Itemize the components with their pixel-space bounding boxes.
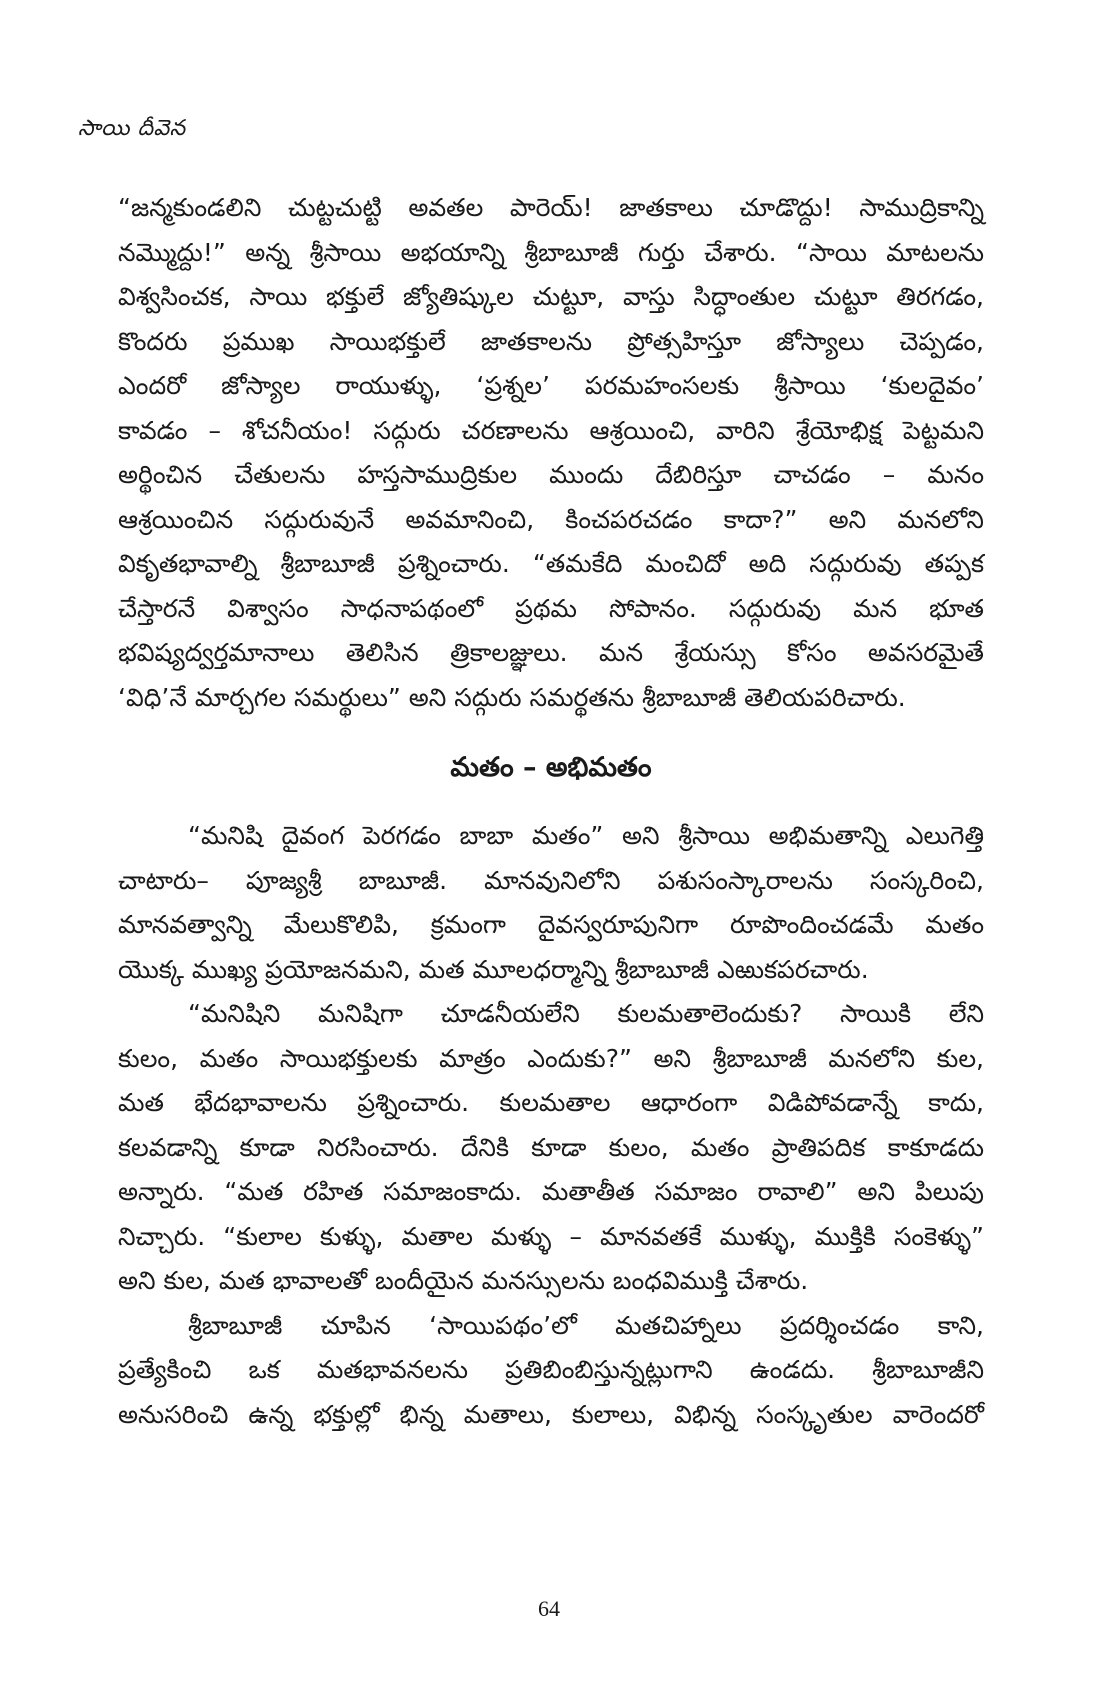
text-line: కులం, మతం సాయిభక్తులకు మాత్రం ఎందుకు?” అని శ్రీబాబూజీ మనలోని కుల, bbox=[118, 1043, 984, 1073]
text-line: శ్రీబాబూజీ చూపిన ‘సాయిపథం’లో మతచిహ్నాలు ప్రదర్శించడం కాని, bbox=[188, 1310, 984, 1340]
text-line: ఎందరో జోస్యాల రాయుళ్ళు, ‘ప్రశ్నల’ పరమహంసలకు శ్రీసాయి ‘కులదైవం’ bbox=[118, 371, 984, 400]
text-line: “మనిషి దైవంగ పెరగడం బాబా మతం” అని శ్రీసాయి అభిమతాన్ని ఎలుగెత్తి bbox=[188, 821, 984, 850]
text-line: విశ్వసించక, సాయి భక్తులే జ్యోతిష్కుల చుట్టూ, వాస్తు సిద్ధాంతుల చుట్టూ తిరగడం, bbox=[118, 282, 984, 311]
text-line: చాటారు– పూజ్యశ్రీ బాబూజీ. మానవునిలోని పశుసంస్కారాలను సంస్కరించి, bbox=[118, 865, 984, 895]
text-line: అని కుల, మత భావాలతో బందీయైన మనస్సులను బంధవిముక్తి చేశారు. bbox=[118, 1266, 809, 1295]
paragraph-2 bbox=[118, 814, 984, 992]
text-line: ప్రత్యేకించి ఒక మతభావనలను ప్రతిబింబిస్తున్నట్లుగాని ఉండదు. శ్రీబాబూజీని bbox=[118, 1355, 984, 1384]
text-line: అనుసరించి ఉన్న భక్తుల్లో భిన్న మతాలు, కులాలు, విభిన్న సంస్కృతుల వారెందరో bbox=[118, 1399, 984, 1429]
text-line: వికృతభావాల్ని శ్రీబాబూజీ ప్రశ్నించారు. “తమకేది మంచిదో అది సద్గురువు తప్పక bbox=[118, 549, 984, 578]
text-line: చేస్తారనే విశ్వాసం సాధనాపథంలో ప్రథమ సోపానం. సద్గురువు మన భూత bbox=[118, 593, 984, 623]
page-number: 64 bbox=[538, 1596, 560, 1621]
text-line: కావడం – శోచనీయం! సద్గురు చరణాలను ఆశ్రయించి, వారిని శ్రేయోభిక్ష పెట్టమని bbox=[118, 415, 984, 445]
text-line: నమ్మొద్దు!” అన్న శ్రీసాయి అభయాన్ని శ్రీబాబూజీ గుర్తు చేశారు. “సాయి మాటలను bbox=[118, 237, 984, 267]
paragraph-4 bbox=[118, 1304, 984, 1438]
text-line: “మనిషిని మనిషిగా చూడనీయలేని కులమతాలెందుకు? సాయికి లేని bbox=[188, 999, 984, 1028]
text-line: మానవత్వాన్ని మేలుకొలిపి, క్రమంగా దైవస్వరూపునిగా రూపొందించడమే మతం bbox=[118, 910, 984, 939]
text-line: యొక్క ముఖ్య ప్రయోజనమని, మత మూలధర్మాన్ని శ్రీబాబూజీ ఎఱుకపరచారు. bbox=[118, 954, 869, 984]
text-line: అన్నారు. “మత రహిత సమాజంకాదు. మతాతీత సమాజం రావాలి” అని పిలుపు bbox=[118, 1177, 984, 1206]
text-line: అర్థించిన చేతులను హస్తసాముద్రికుల ముందు దేబిరిస్తూ చాచడం – మనం bbox=[118, 460, 984, 489]
paragraph-3 bbox=[118, 992, 984, 1304]
text-line: భవిష్యద్వర్తమానాలు తెలిసిన త్రికాలజ్ఞులు. మన శ్రేయస్సు కోసం అవసరమైతే bbox=[118, 638, 984, 667]
paragraph-1 bbox=[118, 186, 984, 720]
text-line: కొందరు ప్రముఖ సాయిభక్తులే జాతకాలను ప్రోత్సహిస్తూ జోస్యాలు చెప్పడం, bbox=[118, 326, 984, 356]
text-line: ఆశ్రయించిన సద్గురువునే అవమానించి, కించపరచడం కాదా?” అని మనలోని bbox=[118, 504, 984, 534]
page-body bbox=[118, 186, 984, 1437]
section-heading: మతం – అభిమతం bbox=[450, 752, 652, 783]
running-header: సాయి దీవెన bbox=[78, 116, 186, 141]
text-line: నిచ్చారు. “కులాల కుళ్ళు, మతాల మళ్ళు – మానవతకే ముళ్ళు, ముక్తికి సంకెళ్ళు” bbox=[118, 1221, 984, 1251]
text-line: కలవడాన్ని కూడా నిరసించారు. దేనికి కూడా కులం, మతం ప్రాతిపదిక కాకూడదు bbox=[118, 1132, 984, 1162]
text-line: మత భేదభావాలను ప్రశ్నించారు. కులమతాల ఆధారంగా విడిపోవడాన్నే కాదు, bbox=[118, 1088, 984, 1117]
text-line: “జన్మకుండలిని చుట్టచుట్టి అవతల పారెయ్! జాతకాలు చూడొద్దు! సాముద్రికాన్ని bbox=[118, 193, 984, 222]
text-line: ‘విధి’నే మార్చగల సమర్థులు” అని సద్గురు సమర్థతను శ్రీబాబూజీ తెలియపరిచారు. bbox=[118, 682, 906, 712]
